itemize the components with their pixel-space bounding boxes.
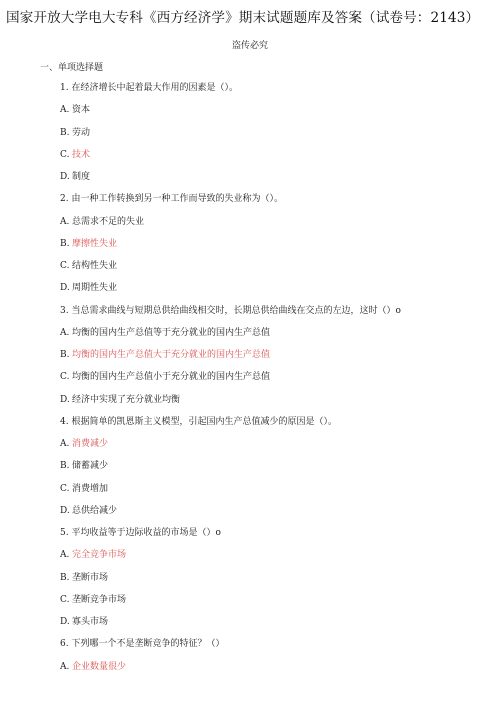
option-text: 资本 xyxy=(72,105,91,116)
option xyxy=(60,171,90,183)
option-label: D. xyxy=(60,283,70,294)
option-label: C. xyxy=(60,261,70,271)
option-label: B. xyxy=(60,238,70,249)
answer-option xyxy=(60,149,90,161)
option xyxy=(60,127,90,139)
document-title: 国家开放大学电大专科《西方经济学》期末试题题库及答案（试卷号：2143） xyxy=(6,10,480,26)
option-text: 寡头市场 xyxy=(72,617,109,627)
option-text: 摩擦性失业 xyxy=(72,238,118,249)
option-label: D. xyxy=(60,617,70,627)
option xyxy=(60,505,117,517)
option xyxy=(60,104,90,116)
option xyxy=(60,483,108,495)
section-heading: 一、单项选择题 xyxy=(40,63,104,73)
option-text: 总供给减少 xyxy=(72,505,118,516)
question-stem: 3. 当总需求曲线与短期总供给曲线相交时，长期总供给曲线在交点的左边，这时（）o xyxy=(60,305,401,316)
option-text: 企业数量很少 xyxy=(72,661,127,672)
option-text: 周期性失业 xyxy=(72,283,118,294)
option-text: 均衡的国内生产总值小于充分就业的国内生产总值 xyxy=(72,372,271,383)
option-label: C. xyxy=(60,594,70,605)
option-text: 均衡的国内生产总值大于充分就业的国内生产总值 xyxy=(72,350,271,360)
answer-option xyxy=(60,438,108,450)
option-label: C. xyxy=(60,149,70,160)
option-label: D. xyxy=(60,172,70,182)
option-text: 总需求不足的失业 xyxy=(72,216,145,227)
option-label: A. xyxy=(60,216,70,227)
option-label: D. xyxy=(60,394,70,405)
option-label: D. xyxy=(60,505,70,516)
option xyxy=(60,327,270,339)
answer-option xyxy=(60,238,117,250)
option-text: 经济中实现了充分就业均衡 xyxy=(72,394,181,405)
option xyxy=(60,460,108,472)
option-text: 完全竞争市场 xyxy=(72,550,127,561)
option-text: 制度 xyxy=(72,172,91,182)
answer-option xyxy=(60,661,126,673)
option xyxy=(60,616,108,628)
question-stem: 5. 平均收益等于边际收益的市场是（）o xyxy=(60,528,221,538)
option xyxy=(60,572,108,584)
option-text: 劳动 xyxy=(72,127,91,138)
option xyxy=(60,371,270,383)
question-stem: 6. 下列哪一个不是垄断竞争的特征？（） xyxy=(60,639,225,650)
question-stem: 2. 由一种工作转换到另一种工作而导致的失业称为（）。 xyxy=(60,194,283,205)
option-label: B. xyxy=(60,572,70,583)
option xyxy=(60,394,180,406)
option-label: A. xyxy=(60,439,70,449)
option xyxy=(60,282,117,294)
option-text: 均衡的国内生产总值等于充分就业的国内生产总值 xyxy=(72,327,271,338)
option-text: 消费减少 xyxy=(72,439,109,449)
answer-option xyxy=(60,549,126,561)
option-label: B. xyxy=(60,350,70,360)
question-stem: 1. 在经济增长中起着最大作用的因素是（）。 xyxy=(60,83,238,93)
option-text: 结构性失业 xyxy=(72,261,118,271)
option-label: C. xyxy=(60,372,70,383)
option xyxy=(60,216,144,228)
option-label: A. xyxy=(60,550,70,561)
option-text: 垄断市场 xyxy=(72,572,109,583)
option xyxy=(60,594,126,606)
question-stem: 4. 根据简单的凯恩斯主义模型，引起国内生产总值减少的原因是（）。 xyxy=(60,416,337,427)
answer-option xyxy=(60,349,270,361)
option-label: A. xyxy=(60,105,70,116)
option-label: C. xyxy=(60,483,70,494)
option-text: 技术 xyxy=(72,149,91,160)
option-text: 消费增加 xyxy=(72,483,109,494)
document-subtitle: 盗传必究 xyxy=(231,41,268,51)
option-label: B. xyxy=(60,461,70,472)
option-text: 储蓄减少 xyxy=(72,461,109,472)
option-label: A. xyxy=(60,327,70,338)
option-label: B. xyxy=(60,127,70,138)
option-label: A. xyxy=(60,661,70,672)
option-text: 垄断竞争市场 xyxy=(72,594,127,605)
option xyxy=(60,260,117,272)
